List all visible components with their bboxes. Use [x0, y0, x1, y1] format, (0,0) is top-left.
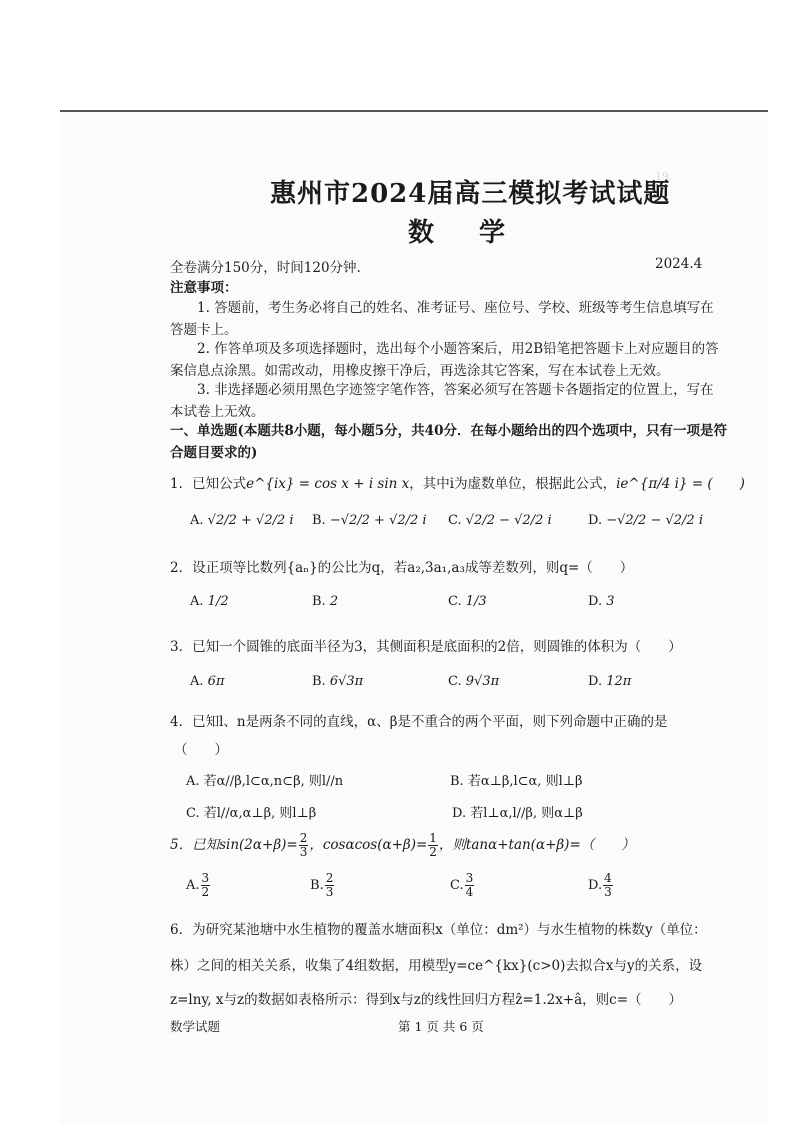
option-letter: D.	[588, 878, 603, 893]
notice-item-1: 1. 答题前，考生务必将自己的姓名、准考证号、座位号、学校、班级等考生信息填写在答题卡上。	[170, 300, 714, 338]
option-value: 12π	[606, 674, 632, 689]
option-value: √2/2 − √2/2 i	[465, 513, 552, 528]
exam-title: 惠州市2024届高三模拟考试试题	[270, 179, 671, 209]
option-value: √2/2 + √2/2 i	[207, 513, 294, 528]
option-value: 6√3π	[329, 674, 364, 689]
q5-option-a[interactable]	[186, 872, 211, 899]
q1-option-d[interactable]	[588, 513, 703, 528]
option-value: 3	[606, 594, 615, 609]
subject-title: 数 学	[408, 218, 524, 248]
option-value: 6π	[207, 674, 225, 689]
notice-item-2: 2. 作答单项及多项选择题时，选出每个小题答案后，用2B铅笔把答题卡上对应题目的答案信息点涂黑。如需改动，用橡皮擦干净后，再选涂其它答案，写在本试卷上无效。	[170, 341, 719, 379]
numerator: 1	[429, 831, 437, 845]
option-value: 1/3	[465, 594, 487, 609]
q1-formula: e^{ix} = cos x + i sin x	[246, 476, 410, 492]
q5-fraction-1	[299, 832, 309, 859]
q5-stem-a: 5．已知sin(2α+β)=	[170, 837, 298, 853]
q1-option-a[interactable]	[190, 513, 294, 528]
q4-option-a[interactable]: A. 若α//β,l⊂α,n⊂β, 则l//n	[186, 774, 344, 789]
notice-item-3: 3. 非选择题必须用黑色字迹签字笔作答，答案必须写在答题卡各题指定的位置上，写在本试卷上无效。	[170, 382, 714, 420]
option-letter: C.	[450, 878, 464, 893]
question-4-stem: 4．已知l、n是两条不同的直线，α、β是不重合的两个平面，则下列命题中正确的是	[170, 714, 668, 730]
q3-option-a[interactable]	[190, 674, 225, 689]
q3-option-b[interactable]	[312, 674, 363, 689]
option-letter: A.	[190, 594, 204, 609]
option-letter: C.	[448, 513, 462, 528]
option-letter: D.	[588, 674, 603, 689]
question-6-line-3: z=lny, x与z的数据如表格所示：得到x与z的线性回归方程ẑ=1.2x+â，则c=（ ）	[170, 992, 683, 1008]
q2-option-c[interactable]	[448, 594, 487, 609]
footer-page-number: 第 1 页 共 6 页	[398, 1019, 484, 1034]
q2-option-d[interactable]	[588, 594, 615, 609]
question-3-stem: 3．已知一个圆锥的底面半径为3，其侧面积是底面积的2倍，则圆锥的体积为（ ）	[170, 639, 682, 655]
q1-mid-text: ，其中i为虚数单位，根据此公式，	[409, 476, 617, 492]
denominator: 2	[429, 845, 437, 859]
option-letter: B.	[312, 674, 326, 689]
q4-option-c[interactable]: C. 若l//α,α⊥β, 则l⊥β	[186, 806, 317, 821]
denominator: 3	[325, 885, 334, 899]
option-fraction	[603, 872, 613, 899]
option-letter: D.	[588, 594, 603, 609]
option-value: −√2/2 + √2/2 i	[329, 513, 427, 528]
option-value: 9√3π	[465, 674, 500, 689]
notice-heading: 注意事项：	[170, 280, 238, 296]
question-6-line-1: 6．为研究某池塘中水生植物的覆盖水塘面积x（单位：dm²）与水生植物的株数y（单位：	[170, 922, 707, 938]
exam-date: 2024.4	[655, 256, 703, 272]
option-letter: D.	[588, 513, 603, 528]
question-2-stem: 2．设正项等比数列{aₙ}的公比为q，若a₂,3a₁,a₃成等差数列，则q=（ ）	[170, 560, 634, 576]
question-4-paren: （ ）	[174, 742, 228, 758]
section-heading: 一、单选题(本题共8小题，每小题5分，共40分．在每小题给出的四个选项中，只有一项是符合题目要求的)	[170, 423, 727, 461]
q2-option-a[interactable]	[190, 594, 229, 609]
q5-fraction-2	[428, 832, 438, 859]
bleed-through-text: 19.	[655, 170, 673, 183]
denominator: 3	[604, 885, 612, 899]
denominator: 2	[201, 885, 210, 899]
q5-option-d[interactable]	[588, 872, 614, 899]
option-letter: C.	[448, 594, 462, 609]
q1-option-b[interactable]	[312, 513, 427, 528]
q5-stem-c: ，则tanα+tan(α+β)=（ ）	[438, 837, 635, 853]
option-value: 2	[329, 594, 339, 609]
denominator: 3	[299, 845, 308, 859]
option-value: −√2/2 − √2/2 i	[606, 513, 703, 528]
q3-option-c[interactable]	[448, 674, 499, 689]
option-value: 1/2	[207, 594, 229, 609]
question-5-stem	[170, 832, 635, 859]
option-letter: B.	[310, 878, 324, 893]
footer-subject: 数学试题	[170, 1019, 221, 1034]
numerator: 2	[299, 831, 308, 845]
q4-option-d[interactable]: D. 若l⊥α,l//β, 则α⊥β	[452, 806, 583, 821]
denominator: 4	[465, 885, 474, 899]
numerator: 4	[604, 871, 612, 885]
q1-option-c[interactable]	[448, 513, 552, 528]
q2-option-b[interactable]	[312, 594, 338, 609]
q4-option-b[interactable]: B. 若α⊥β,l⊂α, 则l⊥β	[450, 774, 583, 789]
q5-stem-b: ，cosαcos(α+β)=	[309, 837, 428, 853]
numerator: 2	[325, 871, 334, 885]
q1-stem-text: 1．已知公式	[170, 476, 247, 492]
option-letter: B.	[312, 594, 326, 609]
numerator: 3	[465, 871, 474, 885]
question-1-stem	[170, 472, 745, 492]
option-letter: A.	[186, 878, 200, 893]
q5-option-b[interactable]	[310, 872, 335, 899]
numerator: 3	[201, 871, 210, 885]
option-letter: C.	[448, 674, 462, 689]
option-letter: B.	[312, 513, 326, 528]
option-letter: A.	[190, 674, 204, 689]
q5-option-c[interactable]	[450, 872, 475, 899]
q1-target: ie^{π/4 i} = ( )	[616, 476, 745, 492]
exam-info: 全卷满分150分，时间120分钟.	[170, 260, 361, 276]
option-fraction	[201, 872, 211, 899]
q3-option-d[interactable]	[588, 674, 631, 689]
option-letter: A.	[190, 513, 204, 528]
question-6-line-2: 株）之间的相关关系，收集了4组数据，用模型y=ce^{kx}(c>0)去拟合x与y的关系，设	[170, 958, 703, 974]
option-fraction	[465, 872, 475, 899]
option-fraction	[325, 872, 335, 899]
